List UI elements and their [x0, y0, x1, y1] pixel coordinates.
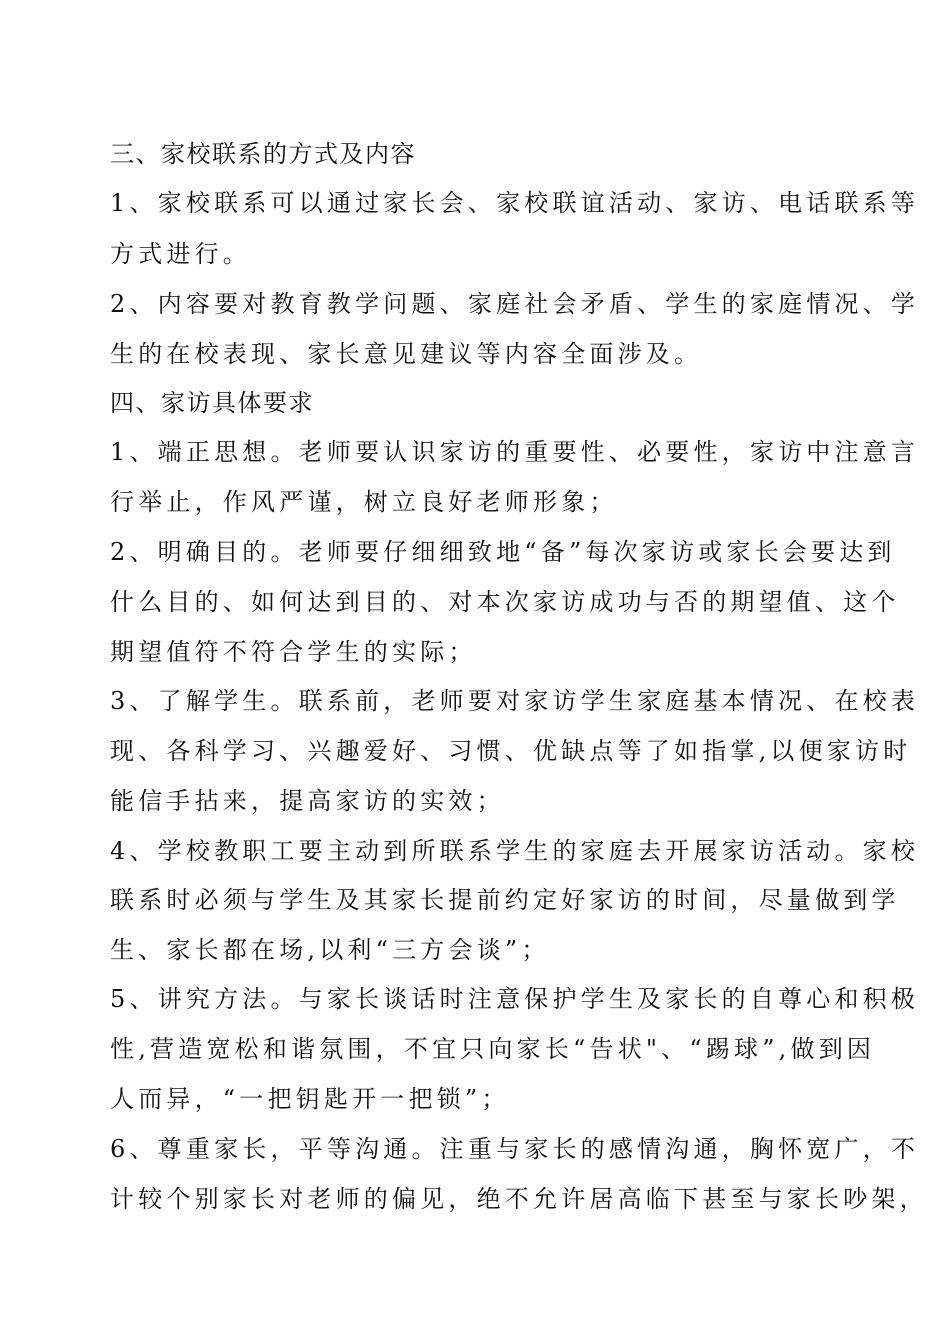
paragraph-line: 生、家长都在场,以利“三方会谈”； — [110, 936, 550, 964]
paragraph-line: 6、尊重家长，平等沟通。注重与家长的感情沟通，胸怀宽广，不 — [110, 1135, 920, 1163]
paragraph-line: 人而异，“一把钥匙开一把锁”； — [110, 1085, 510, 1113]
paragraph-line: 性,营造宽松和谐氛围，不宜只向家长“告状"、“踢球”,做到因 — [110, 1035, 876, 1063]
paragraph-line: 期望值符不符合学生的实际； — [110, 638, 477, 666]
section-heading-3: 三、家校联系的方式及内容 — [110, 140, 416, 168]
paragraph-line: 2、内容要对教育教学问题、家庭社会矛盾、学生的家庭情况、学 — [110, 290, 920, 318]
paragraph-line: 3、了解学生。联系前，老师要对家访学生家庭基本情况、在校表 — [110, 687, 920, 715]
paragraph-line: 什么目的、如何达到目的、对本次家访成功与否的期望值、这个 — [110, 588, 900, 616]
paragraph-line: 计较个别家长对老师的偏见，绝不允许居高临下甚至与家长吵架， — [110, 1185, 928, 1213]
paragraph-line: 生的在校表现、家长意见建议等内容全面涉及。 — [110, 340, 703, 368]
paragraph-line: 行举止，作风严谨，树立良好老师形象； — [110, 488, 618, 516]
paragraph-line: 1、端正思想。老师要认识家访的重要性、必要性，家访中注意言 — [110, 438, 920, 466]
paragraph-line: 能信手拈来，提高家访的实效； — [110, 787, 505, 815]
paragraph-line: 2、明确目的。老师要仔细细致地“备”每次家访或家长会要达到 — [110, 538, 896, 566]
paragraph-line: 1、家校联系可以通过家长会、家校联谊活动、家访、电话联系等 — [110, 189, 920, 217]
paragraph-line: 方式进行。 — [110, 240, 251, 268]
paragraph-line: 4、学校教职工要主动到所联系学生的家庭去开展家访活动。家校 — [110, 837, 920, 865]
paragraph-line: 联系时必须与学生及其家长提前约定好家访的时间，尽量做到学 — [110, 886, 900, 914]
section-heading-4: 四、家访具体要求 — [110, 389, 314, 417]
paragraph-line: 现、各科学习、兴趣爱好、习惯、优缺点等了如指掌,以便家访时 — [110, 737, 912, 765]
paragraph-line: 5、讲究方法。与家长谈话时注意保护学生及家长的自尊心和积极 — [110, 985, 920, 1013]
